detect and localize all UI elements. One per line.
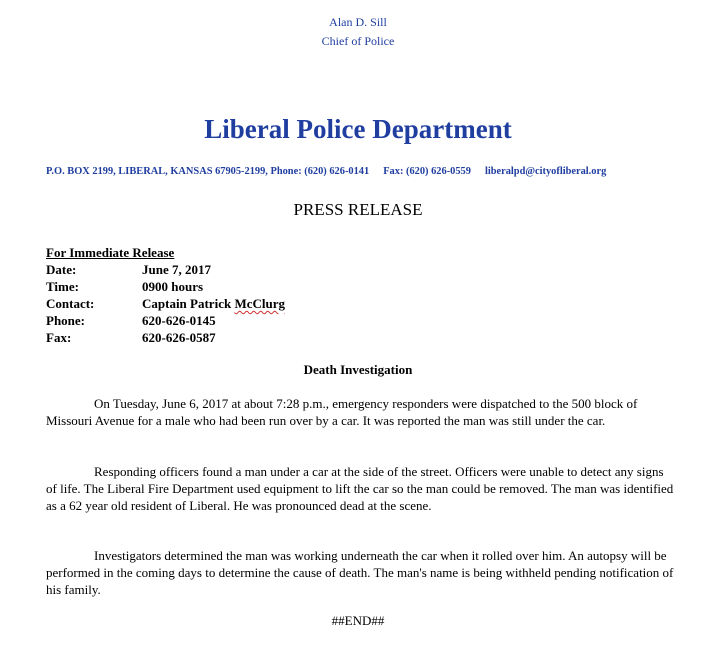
chief-title: Chief of Police [321, 34, 395, 48]
info-value: 0900 hours [142, 279, 204, 294]
release-label: For Immediate Release [46, 245, 175, 260]
body-paragraph: On Tuesday, June 6, 2017 at about 7:28 p.m., emergency responders were dispatched to the 500 block of Missouri Avenue for a male who had been run over by a car. It was reported the man was still under the car. [46, 396, 638, 428]
info-row-time [46, 278, 285, 295]
info-label: Contact: [46, 296, 95, 311]
release-info-block [46, 244, 285, 346]
press-release-heading: PRESS RELEASE [293, 200, 423, 219]
info-row-phone [46, 312, 285, 329]
body-paragraph: Investigators determined the man was working underneath the car when it rolled over him. An autopsy will be performed in the coming days to determine the cause of death. The man's name is being withheld pending notification of his family. [46, 548, 674, 597]
info-row-date [46, 261, 285, 278]
info-label: Fax: [46, 330, 72, 345]
info-row-contact [46, 295, 285, 312]
contact-line [46, 166, 606, 177]
info-label: Date: [46, 262, 77, 277]
info-label: Time: [46, 279, 79, 294]
info-value [142, 295, 285, 312]
body-paragraph: Responding officers found a man under a car at the side of the street. Officers were unable to detect any signs of life. The Liberal Fire Department used equipment to lift the car so the man could be removed. The man was identified as a 62 year old resident of Liberal. He was pronounced dead at the scene. [46, 464, 674, 513]
spellcheck-flagged-word[interactable]: McClurg [234, 296, 285, 311]
chief-name: Alan D. Sill [329, 15, 387, 29]
department-title: Liberal Police Department [204, 114, 512, 144]
info-row-fax [46, 329, 285, 346]
info-value: 620-626-0145 [142, 313, 216, 328]
contact-name-prefix: Captain Patrick [142, 296, 235, 311]
contact-fax: Fax: (620) 626-0559 [383, 166, 471, 177]
info-label: Phone: [46, 313, 85, 328]
subject-heading: Death Investigation [303, 362, 413, 377]
contact-email[interactable]: liberalpd@cityofliberal.org [484, 166, 607, 177]
end-marker: ##END## [331, 613, 385, 628]
info-value: 620-626-0587 [142, 330, 216, 345]
info-value: June 7, 2017 [142, 262, 211, 277]
contact-address: P.O. BOX 2199, LIBERAL, KANSAS 67905-2199, Phone: (620) 626-0141 [46, 166, 370, 177]
